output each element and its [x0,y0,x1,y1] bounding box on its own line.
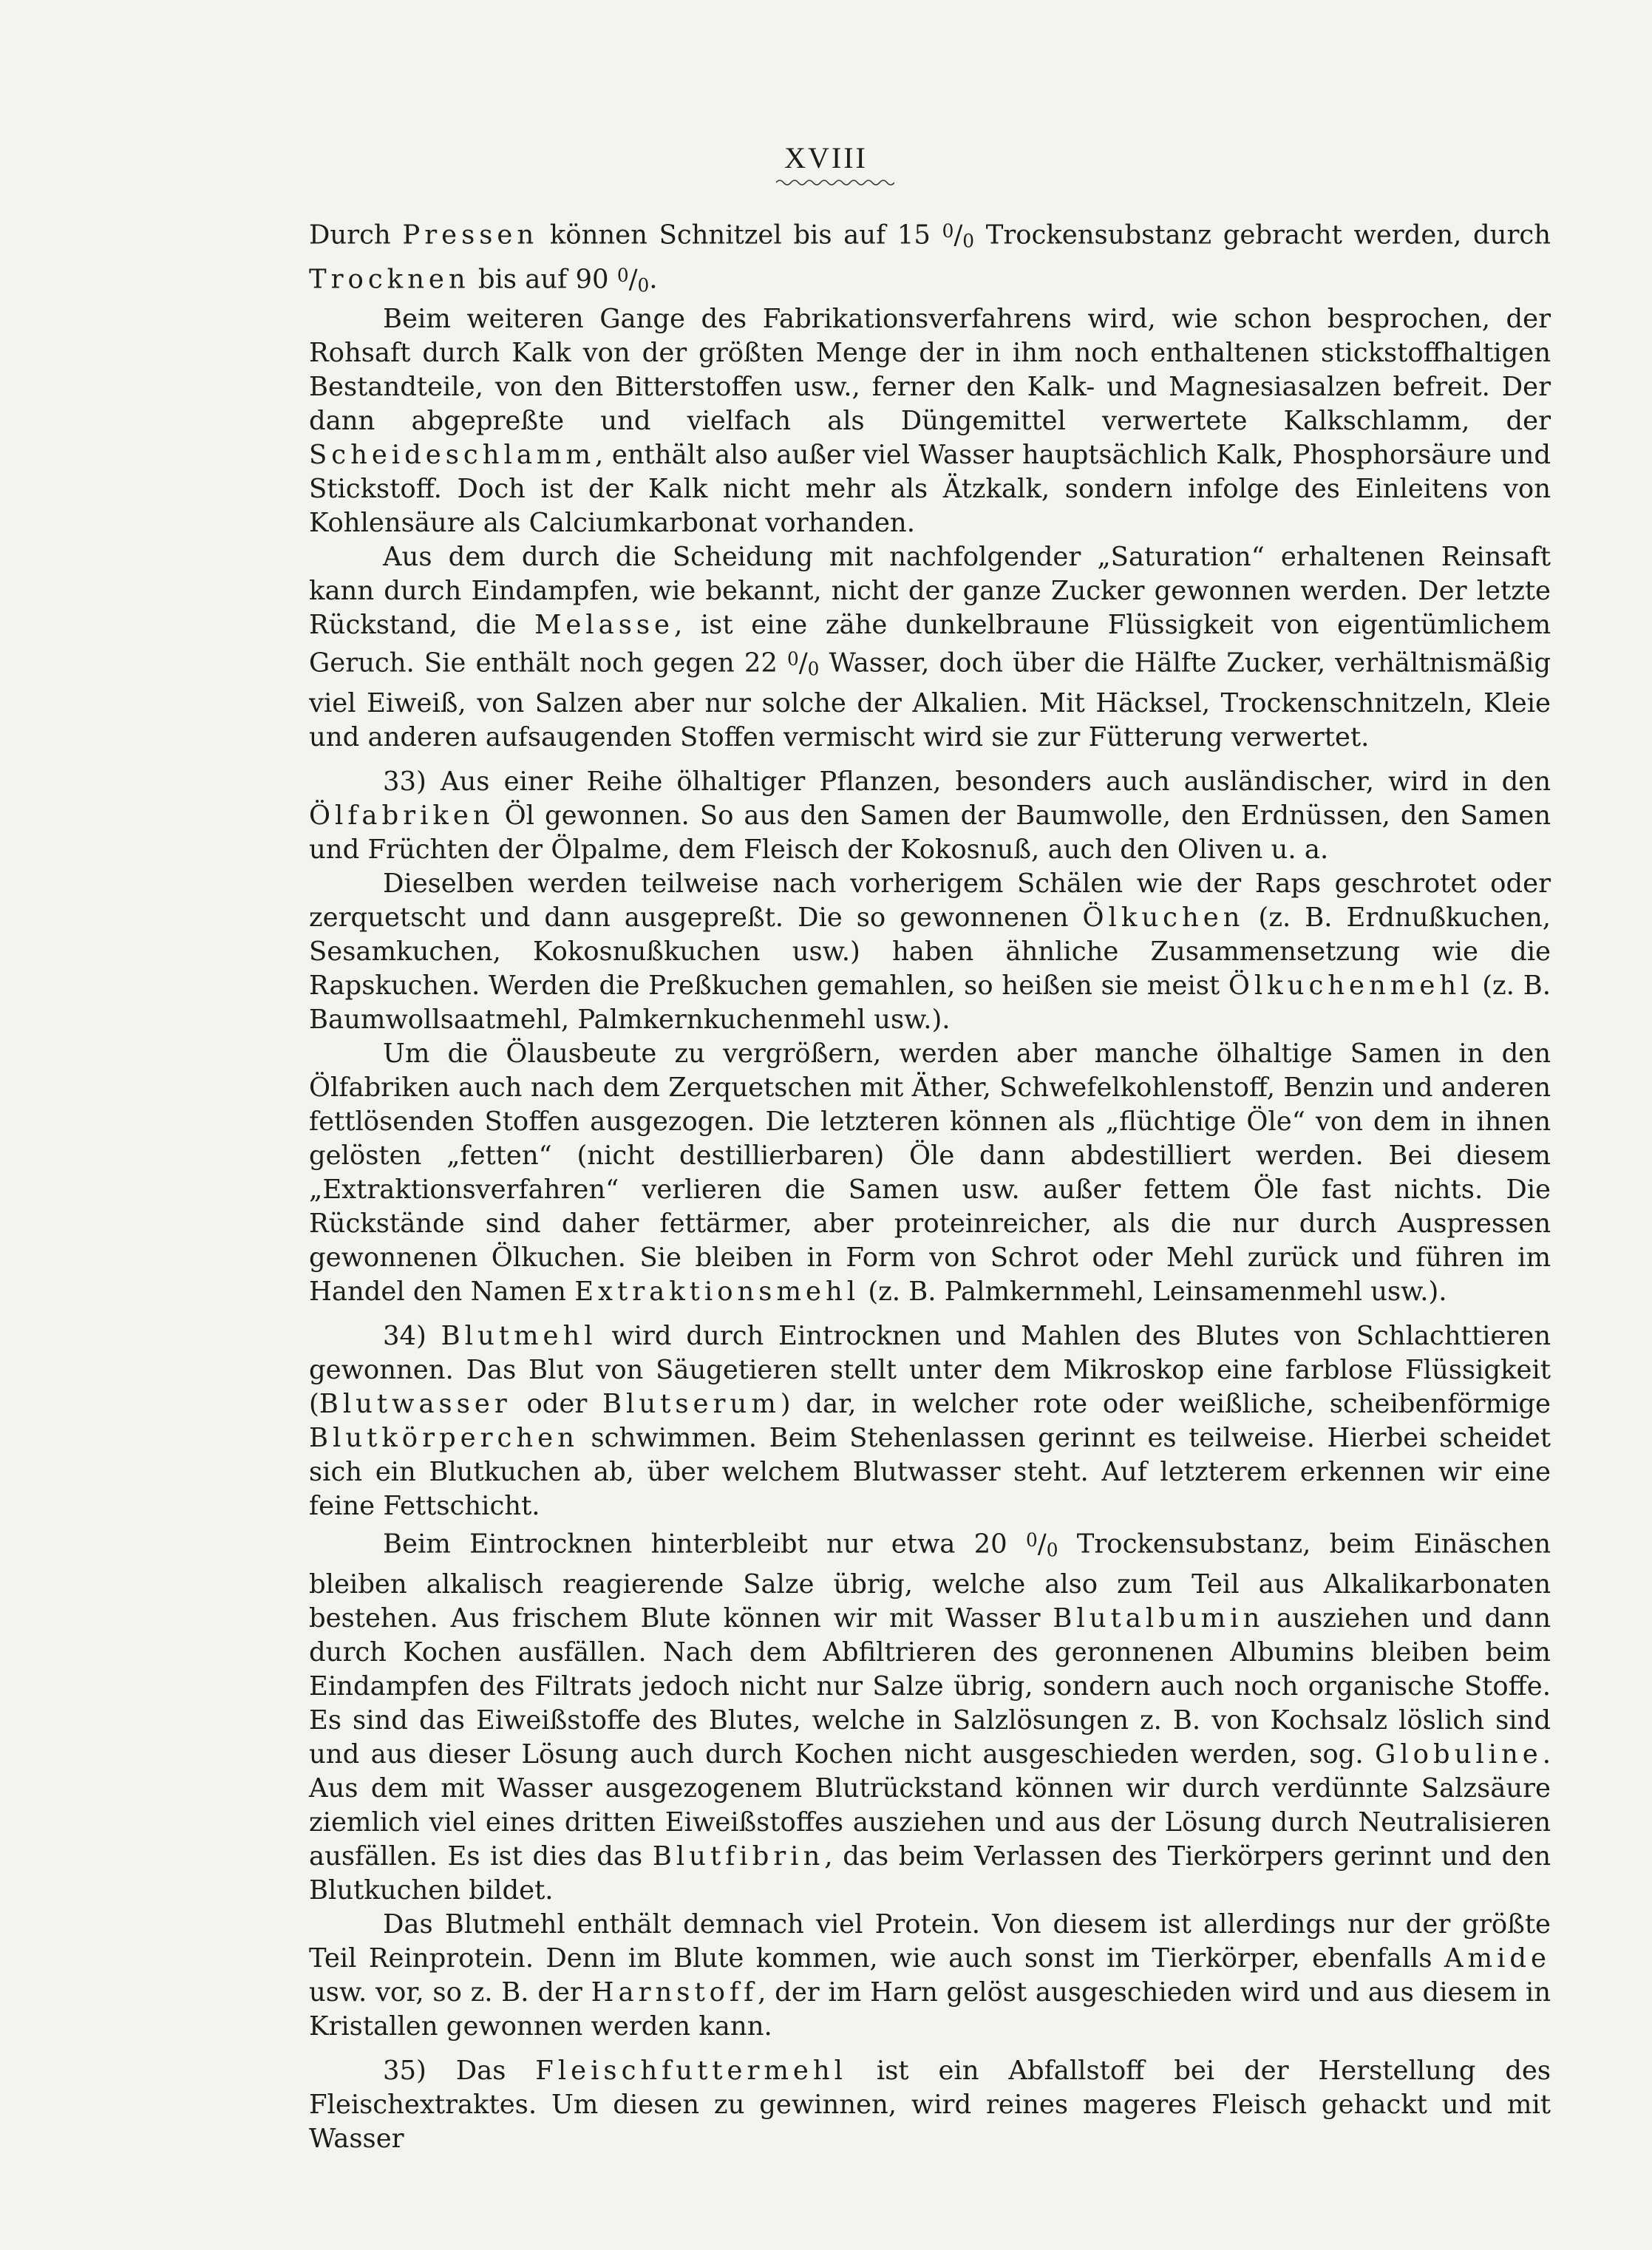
paragraph [309,1037,1551,1309]
spaced-term: Ölkuchen [1082,902,1245,933]
text-run: (z. B. Erdnußkuchen, Sesamkuchen, Kokosnußkuchen usw.) haben ähnliche Zusammensetzung wie die Rapskuchen. Werden die Preßkuchen gemahlen, so heißen sie meist [309,902,1551,1001]
superscript: 0 [1026,1529,1038,1551]
text-run: 35) Das [383,2055,536,2086]
text-run: , der im Harn gelöst ausgeschieden wird und aus diesem in Kristallen gewonnen werden kann. [309,1977,1551,2042]
text-run: Trockensubstanz, beim Einäschen bleiben alkalisch reagierende Salze übrig, welche also zum Teil aus Alkalikarbonaten bestehen. Aus frischem Blute können wir mit Wasser [309,1529,1551,1634]
paragraph [309,540,1551,755]
text-run: . Aus dem mit Wasser ausgezogenem Blutrückstand können wir durch verdünnte Salzsäure ziemlich viel eines dritten Eiweißstoffes ausziehen und aus der Lösung durch Neutralisieren ausfällen. Es ist dies das [309,1739,1551,1872]
spaced-term: Scheideschlamm [309,440,596,471]
text-run: können Schnitzel bis auf 15 [538,220,942,251]
text-run: 33) Aus einer Reihe ölhaltiger Pflanzen, besonders auch ausländischer, wird in den [383,766,1551,797]
text-run: Das Blutmehl enthält demnach viel Protein. Von diesem ist allerdings nur der größte Teil Reinprotein. Denn im Blute kommen, wie auch sonst im Tierkörper, ebenfalls [309,1909,1551,1974]
text-run: oder [511,1388,603,1419]
text-run: , das beim Verlassen des Tierkörpers gerinnt und den Blutkuchen bildet. [309,1841,1551,1906]
text-run: , ist eine zähe dunkelbraune Flüssigkeit von eigentümlichem Geruch. Sie enthält noch gegen 22 [309,610,1551,679]
text-run: Um die Ölausbeute zu vergrößern, werden aber manche ölhaltige Samen in den Ölfabriken auch nach dem Zerquetschen mit Äther, Schwefelkohlenstoff, Benzin und anderen fettlösenden Stoffen ausgezogen. Die letzteren können als „flüchtige Öle“ von dem in ihnen gelösten „fetten“ (nicht destillierbaren) Öle dann abdestilliert werden. Bei diesem „Extraktionsverfahren“ verlieren die Samen usw. außer fettem Öle fast nichts. Die Rückstände sind daher fettärmer, aber proteinreicher, als die nur durch Auspressen gewonnenen Ölkuchen. Sie bleiben in Form von Schrot oder Mehl zurück und führen im Handel den Namen [309,1038,1551,1307]
spaced-term: Blutalbumin [1053,1602,1265,1634]
paragraph-section-35 [309,2054,1551,2156]
paragraph-section-33 [309,765,1551,867]
spaced-term: Ölkuchenmehl [1228,970,1474,1001]
text-run: bis auf 90 [469,264,617,295]
spaced-term: Ölfabriken [309,800,494,831]
subscript: 0 [1046,1539,1058,1561]
paragraph-section-34 [309,1319,1551,1523]
page-number: XVIII [784,141,868,174]
spaced-term: Globuline [1375,1739,1543,1770]
spaced-term: Amide [1444,1943,1551,1974]
text-run: / [628,264,638,295]
text-run: usw. vor, so z. B. der [309,1977,591,2008]
text-run: Aus dem durch die Scheidung mit nachfolgender „Saturation“ erhaltenen Reinsaft kann durch Eindampfen, wie bekannt, nicht der ganze Zucker gewonnen werden. Der letzte Rückstand, die [309,542,1551,641]
text-run: Wasser, doch über die Hälfte Zucker, verhältnismäßig viel Eiweiß, von Salzen aber nur solche der Alkalien. Mit Häcksel, Trockenschnitzeln, Kleie und anderen aufsaugenden Stoffen vermischt wird sie zur Fütterung verwertet. [309,648,1551,752]
text-run: ausziehen und dann durch Kochen ausfällen. Nach dem Abfiltrieren des geronnenen Albumins bleiben beim Eindampfen des Filtrats jedoch nicht nur Salze übrig, sondern auch noch organische Stoffe. Es sind das Eiweißstoffe des Blutes, welche in Salzlösungen z. B. von Kochsalz löslich sind und aus dieser Lösung auch durch Kochen nicht ausgeschieden werden, sog. [309,1602,1551,1770]
superscript: 0 [616,264,629,286]
text-run: ) dar, in welcher rote oder weißliche, scheibenförmige [780,1388,1551,1419]
text-run: , enthält also außer viel Wasser hauptsächlich Kalk, Phosphorsäure und Stickstoff. Doch ist der Kalk nicht mehr als Ätzkalk, sondern infolge des Einleitens von Kohlensäure als Calciumkarbonat vorhanden. [309,440,1551,539]
text-run: / [798,648,808,679]
paragraph [309,1908,1551,2044]
text-run: (z. B. Palmkernmehl, Leinsamenmehl usw.). [860,1276,1447,1307]
spaced-term: Trocknen [309,264,470,295]
text-run: Durch [309,220,403,251]
paragraph [309,302,1551,540]
wavy-rule-ornament [776,177,894,188]
text-run: Dieselben werden teilweise nach vorherigem Schälen wie der Raps geschrotet oder zerquetscht und dann ausgepreßt. Die so gewonnenen [309,868,1551,933]
text-run: / [1037,1529,1047,1560]
text-run: Öl gewonnen. So aus den Samen der Baumwolle, den Erdnüssen, den Samen und Früchten der Ölpalme, dem Fleisch der Kokosnuß, auch den Oliven u. a. [309,800,1551,865]
spaced-term: Blutwasser [319,1388,511,1419]
spaced-term: Fleischfuttermehl [535,2055,847,2086]
text-run: ist ein Abfallstoff bei der Herstellung des Fleischextraktes. Um diesen zu gewinnen, wird reines mageres Fleisch gehackt und mit Wasser [309,2055,1551,2154]
spaced-term: Extraktionsmehl [574,1276,860,1307]
body-text [309,214,1551,2156]
text-run: . [649,264,658,295]
superscript: 0 [786,648,799,670]
text-run: wird durch Eintrocknen und Mahlen des Blutes von Schlachttieren gewonnen. Das Blut von Säugetieren stellt unter dem Mikroskop eine farblose Flüssigkeit ( [309,1320,1551,1419]
subscript: 0 [962,230,975,252]
spaced-term: Pressen [402,220,539,251]
spaced-term: Blutserum [602,1388,781,1419]
text-run: Beim Eintrocknen hinterbleibt nur etwa 20 [383,1529,1026,1560]
subscript: 0 [807,658,820,680]
spaced-term: Blutkörperchen [309,1422,579,1453]
paragraph [309,867,1551,1037]
spaced-term: Blutmehl [441,1320,597,1351]
text-run: / [954,220,963,251]
spaced-term: Melasse [534,610,674,641]
text-run: Trockensubstanz gebracht werden, durch [974,220,1551,251]
paragraph [309,1523,1551,1908]
text-run: schwimmen. Beim Stehenlassen gerinnt es teilweise. Hierbei scheidet sich ein Blutkuchen ab, über welchem Blutwasser steht. Auf letzterem erkennen wir eine feine Fettschicht. [309,1422,1551,1521]
text-run: Beim weiteren Gange des Fabrikationsverfahrens wird, wie schon besprochen, der Rohsaft durch Kalk von der größten Menge der in ihm noch enthaltenen stickstoffhaltigen Bestandteile, von den Bitterstoffen usw., ferner den Kalk- und Magnesiasalzen befreit. Der dann abgepreßte und vielfach als Düngemittel verwertete Kalkschlamm, der [309,304,1551,437]
text-run: (z. B. Baumwollsaatmehl, Palmkernkuchenmehl usw.). [309,970,1551,1035]
subscript: 0 [637,274,650,296]
superscript: 0 [942,220,954,242]
paragraph [309,214,1551,302]
text-run: 34) [383,1320,441,1351]
spaced-term: Blutfibrin [652,1841,825,1872]
spaced-term: Harnstoff [591,1977,758,2008]
